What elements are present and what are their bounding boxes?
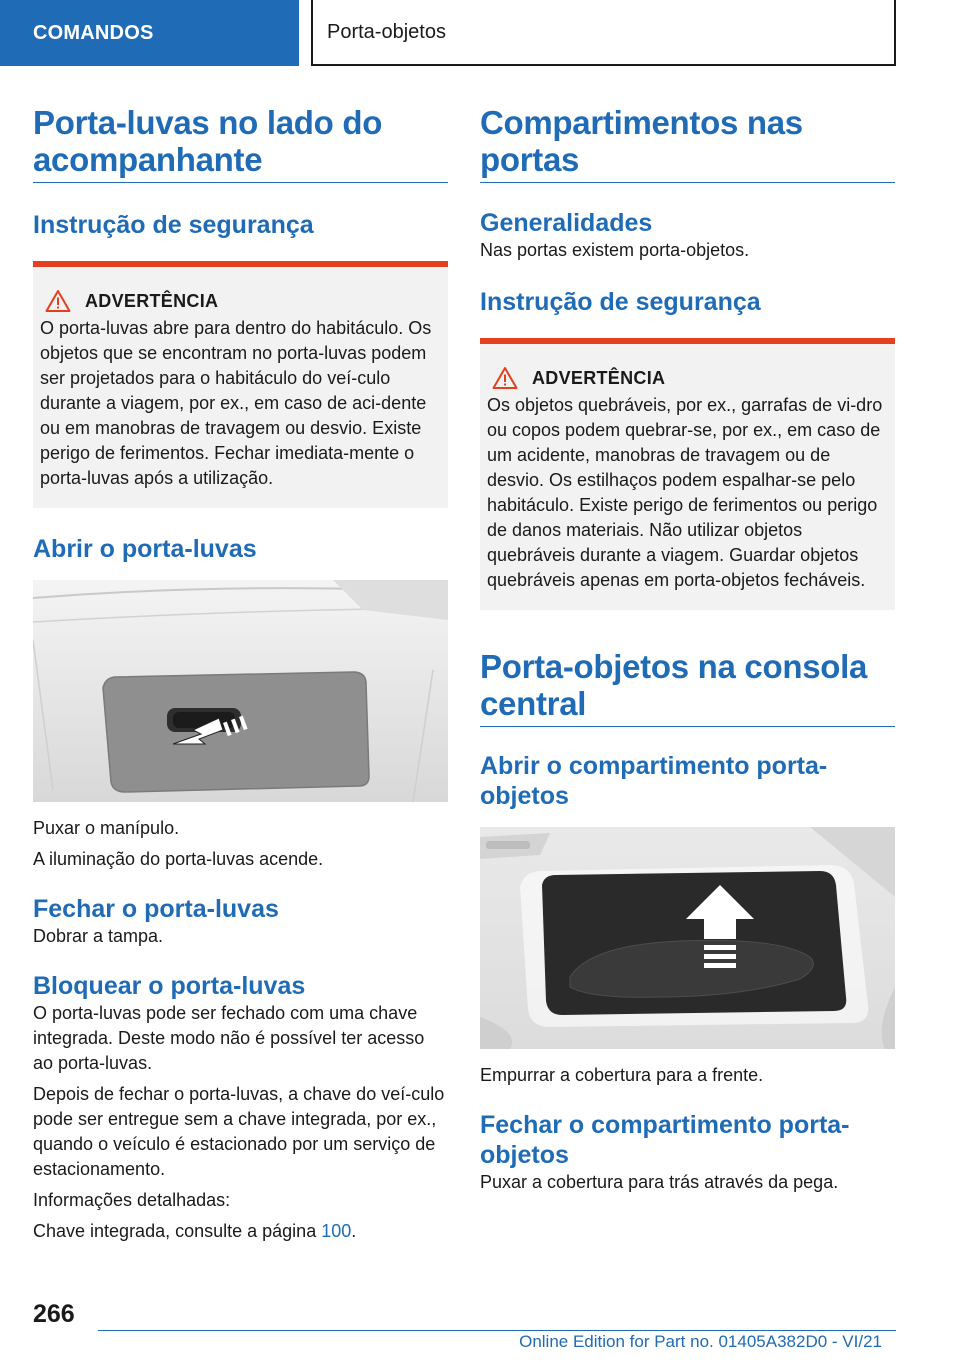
console-heading: Porta-objetos na consola central	[480, 648, 895, 727]
console-illustration	[480, 827, 895, 1049]
warning-triangle-icon	[492, 366, 518, 390]
lock-glovebox-heading: Bloquear o porta-luvas	[33, 972, 306, 1000]
lock-text-3: Informações detalhadas:	[33, 1190, 231, 1210]
left-warning-header	[40, 289, 439, 313]
page-footer	[0, 1290, 960, 1362]
warning-text: O porta-luvas abre para dentro do habitáculo. Os objetos que se encontram no porta-luvas podem ser projetados para o habitáculo do veí-culo durante a viagem, por ex., em caso de aci-dente ou em manobras de travagem ou desvio. Existe perigo de ferimentos. Fechar imediata-mente o porta-luvas após a utilização.	[40, 318, 432, 488]
close-compartment-text: Puxar a cobertura para trás através da pega.	[480, 1172, 839, 1192]
close-compartment-heading: Fechar o compartimento porta-objetos	[480, 1111, 850, 1169]
right-warning-header	[487, 366, 886, 390]
open-glovebox-heading: Abrir o porta-luvas	[33, 535, 257, 563]
right-warning-box	[480, 338, 895, 610]
page-number: 266	[33, 1300, 75, 1328]
lock-ref-suffix: .	[351, 1221, 357, 1241]
lock-text-1: O porta-luvas pode ser fechado com uma chave integrada. Deste modo não é possível ter acesso ao porta-luvas.	[33, 1003, 425, 1073]
page-link-100[interactable]: 100	[321, 1221, 352, 1241]
edition-text: Online Edition for Part no. 01405A382D0 - VI/21	[519, 1332, 882, 1351]
right-column	[480, 104, 895, 1195]
general-heading: Generalidades	[480, 209, 653, 237]
open-compartment-text: Empurrar a cobertura para a frente.	[480, 1065, 764, 1085]
console-photo	[480, 827, 895, 1049]
general-text: Nas portas existem porta-objetos.	[480, 240, 750, 260]
lock-text-4	[33, 1219, 448, 1244]
close-glovebox-text: Dobrar a tampa.	[33, 926, 164, 946]
open-compartment-heading: Abrir o compartimento porta-objetos	[480, 752, 828, 810]
page-header	[0, 0, 960, 66]
open-result-text: A iluminação do porta-luvas acende.	[33, 849, 324, 869]
left-warning-box	[33, 261, 448, 508]
close-glovebox-heading: Fechar o porta-luvas	[33, 895, 279, 923]
lock-text-2: Depois de fechar o porta-luvas, a chave do veí-culo pode ser entregue sem a chave integrada, por ex., quando o veículo é estacionado por um serviço de estacionamento.	[33, 1084, 445, 1179]
glovebox-photo	[33, 580, 448, 802]
open-step-text: Puxar o manípulo.	[33, 818, 180, 838]
left-safety-heading: Instrução de segurança	[33, 211, 314, 239]
chapter-title: Porta-objetos	[311, 0, 896, 66]
door-compartments-heading: Compartimentos nas portas	[480, 104, 895, 183]
lock-ref-prefix: Chave integrada, consulte a página	[33, 1221, 322, 1241]
left-column	[33, 104, 448, 1244]
right-safety-heading: Instrução de segurança	[480, 288, 761, 316]
warning-label: ADVERTÊNCIA	[532, 367, 666, 388]
warning-text: Os objetos quebráveis, por ex., garrafas de vi-dro ou copos podem quebrar-se, por ex., em caso de um acidente, manobras de travagem ou de desvio. Os estilhaços podem espalhar-se pelo habitáculo. Existe perigo de ferimentos ou perigo de danos materiais. Não utilizar objetos quebráveis durante a viagem. Guardar objetos quebráveis apenas em porta-objetos fecháveis.	[487, 395, 883, 590]
section-tab: COMANDOS	[0, 0, 299, 66]
glovebox-heading: Porta-luvas no lado do acompanhante	[33, 104, 448, 183]
warning-label: ADVERTÊNCIA	[85, 290, 219, 311]
warning-triangle-icon	[45, 289, 71, 313]
glovebox-illustration	[33, 580, 448, 802]
